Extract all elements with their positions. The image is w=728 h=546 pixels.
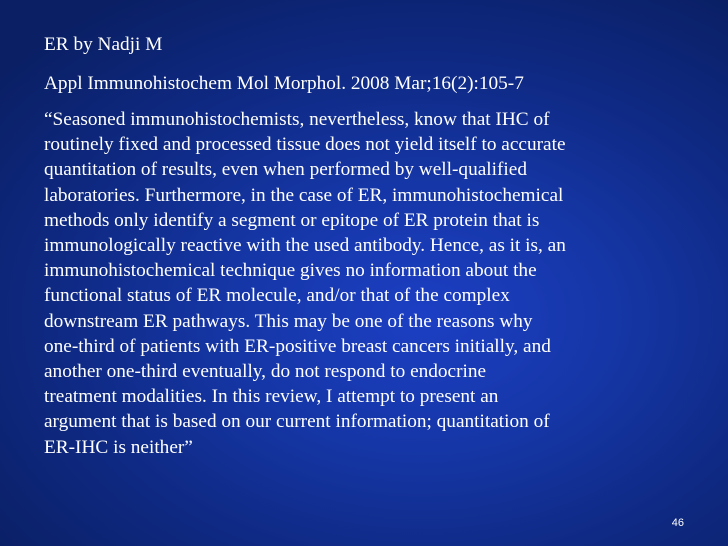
quote-line: methods only identify a segment or epitope of ER protein that is xyxy=(44,209,540,231)
page-number: 46 xyxy=(671,517,684,529)
quote-line: immunohistochemical technique gives no information about the xyxy=(44,260,537,282)
citation: Appl Immunohistochem Mol Morphol. 2008 Mar;16(2):105-7 xyxy=(44,73,524,94)
quote-line: routinely fixed and processed tissue does not yield itself to accurate xyxy=(44,134,566,156)
quote-line: functional status of ER molecule, and/or that of the complex xyxy=(44,285,510,307)
quote-line: treatment modalities. In this review, I attempt to present an xyxy=(44,386,499,408)
quote-line: “Seasoned immunohistochemists, nevertheless, know that IHC of xyxy=(44,109,550,130)
quote-line: downstream ER pathways. This may be one of the reasons why xyxy=(44,310,533,332)
quote-line: ER-IHC is neither” xyxy=(44,436,193,458)
quote-block xyxy=(44,107,694,460)
quote-line: argument that is based on our current information; quantitation of xyxy=(44,411,550,433)
slide-heading: ER by Nadji M xyxy=(44,34,163,55)
quote-line: one-third of patients with ER-positive breast cancers initially, and xyxy=(44,335,551,357)
quote-line: immunologically reactive with the used antibody. Hence, as it is, an xyxy=(44,235,566,257)
quote-line: another one-third eventually, do not respond to endocrine xyxy=(44,361,487,383)
quote-line: quantitation of results, even when performed by well-qualified xyxy=(44,159,527,181)
quote-line: laboratories. Furthermore, in the case of ER, immunohistochemical xyxy=(44,184,564,206)
slide-content xyxy=(44,32,694,460)
